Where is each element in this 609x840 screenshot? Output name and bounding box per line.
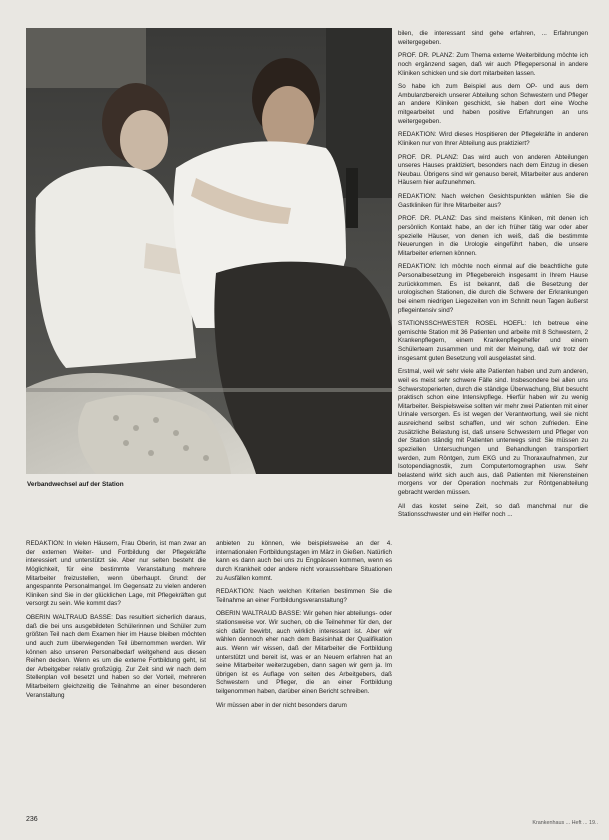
paragraph: Wir müssen aber in der nicht besonders darum (216, 701, 347, 709)
paragraph: PROF. DR. PLANZ: Zum Thema externe Weiterbildung möchte ich noch ergänzend sagen, daß wir auch Pflegepersonal in andere Kliniken schicken und sie dort mitarbeiten lassen. (398, 52, 588, 77)
text-column-right (398, 30, 588, 525)
photo-caption: Verbandwechsel auf der Station (27, 481, 124, 488)
paragraph: REDAKTION: Nach welchen Gesichtspunkten wählen Sie die Gastkliniken für Ihre Mitarbeiter aus? (398, 193, 588, 209)
paragraph: REDAKTION: Ich möchte noch einmal auf die beachtliche gute Personalbesetzung im Pflegebereich insgesamt in Ihrem Hause zurückkommen. Es ist bekannt, daß die Besetzung der urologischen Stationen, die durch die Schwere der Erkrankungen bei einem niedrigen Liegezeiten von im Schnitt neun Tagen äußerst pflegeintensiv sind? (398, 263, 588, 314)
paragraph: All das kostet seine Zeit, so daß manchmal nur die Stationsschwester und ein Helfer noch ... (398, 502, 588, 519)
page-number: 236 (26, 816, 38, 823)
paragraph: anbieten zu können, wie beispielsweise an der 4. internationalen Fortbildungstagen im März in Gießen. Natürlich kann es dann auch bei uns zu Engpässen kommen, wenn es durch Krankheit oder andere nicht voraussehbare Situationen zu Ausfällen kommt. (216, 540, 392, 582)
paragraph: REDAKTION: In vielen Häusern, Frau Oberin, ist man zwar an der externen Weiter- und Fortbildung der Pflegekräfte interessiert und unterstützt sie. Aber nur selten besteht die Möglichkeit, für eine bestimmte Veranstaltung mehrere Mitarbeiter freizustellen, wenn überhaupt. Grund: der angespannte Personalmangel. Im Gegensatz zu vielen anderen Kliniken sind Sie in der glücklichen Lage, mit Pflegekräften gut versorgt zu sein. Wie kommt das? (26, 540, 206, 608)
paragraph: OBERIN WALTRAUD BASSE: Wir gehen hier abteilungs- oder stationsweise vor. Wir suchen, ob die Teilnehmer für den, der sich dafür bewirbt, auch wirklich interessant ist. Aber wir wählen dennoch eher nach dem Basisinhalt der Qualifikation aus. Wenn wir wissen, daß der Mitarbeiter die Fortbildung unterstützt und bereit ist, was er an Neuem erfahren hat an seine Mitarbeiter weiterzugeben, dann sagen wir gern ja. Im übrigen ist es Auflage von seiten des Arbeitgebers, daß Schwestern und Pfleger, die an einer Fortbildung teilgenommen haben, darüber einen Bericht schreiben. (216, 610, 392, 695)
paragraph: OBERIN WALTRAUD BASSE: Das resultiert sicherlich daraus, daß die bei uns ausgebildeten Schülerinnen und Schüler zum größten Teil nach dem Examen hier im Hause bleiben möchten und auch zum überwiegenden Teil übernommen werden. Wir können also unseren Personalbedarf weitgehend aus diesen Reihen decken. Wenn es um die externe Fortbildung geht, ist der Arbeitgeber relativ großzügig. Zur Zeit sind wir nach dem Stellenplan voll besetzt und haben so der Vorteil, mehreren Mitarbeitern gleichzeitig die Teilnahme an einer besonderen Veranstaltung (26, 614, 206, 699)
paragraph: bilen, die interessant sind gehe erfahren, ... Erfahrungen weitergegeben. (398, 30, 588, 46)
paragraph: So habe ich zum Beispiel aus dem OP- und aus dem Ambulanzbereich unserer Abteilung schon Schwestern und Pfleger an andere Kliniken geschickt, sie haben dort eine Woche mitgearbeitet und haben positive Erfahrungen an uns weitergegeben. (398, 83, 588, 125)
paragraph: PROF. DR. PLANZ: Das wird auch von anderen Abteilungen unseres Hauses praktiziert, besonders nach dem Einzug in diesen Neubau. Übrigens sind wir genauso bereit, Mitarbeiter aus anderen Häusern hier aufzunehmen. (398, 153, 588, 187)
text-column-bottom-middle (216, 540, 392, 715)
photo-dressing-change (26, 28, 392, 474)
footer-publication: Krankenhaus ... Heft ... 19.. (532, 820, 598, 826)
paragraph: REDAKTION: Wird dieses Hospitieren der Pflegekräfte in anderen Kliniken nur von Ihrer Abteilung aus praktiziert? (398, 131, 588, 147)
photo-illustration (26, 28, 392, 474)
paragraph: PROF. DR. PLANZ: Das sind meistens Kliniken, mit denen ich persönlich Kontakt habe, an der ich früher tätig war oder aber spezielle Häuser, von denen ich weiß, daß die bestimmte Neuerungen in die Urologie eingeführt haben, die unsere Mitarbeiter erlernen können. (398, 215, 588, 257)
text-column-bottom-left (26, 540, 206, 705)
paragraph: Erstmal, weil wir sehr viele alte Patienten haben und zum anderen, weil es meist sehr schwere Fälle sind. Insbesondere bei allen uns Schwerstoperierten, durch die ständige Überwachung, Blut besucht praktisch schon eine Intensivpflege. Hierfür haben wir zu wenig Mitarbeiter. Beispielsweise sollten wir mehr zwei Patienten mit einer Urinale versorgen. Es ist wegen der Verantwortung, weil sie nicht ausreichend selbst schaffen, und wir schon zufrieden. Eine zusätzliche Belastung ist, daß unsere Schwestern und Pfleger von der Station ständig mit Patienten unterwegs sind: Sie müssen zu speziellen Untersuchungen und Behandlungen transportiert werden, zum Röntgen, zum EKG und zu Thoraxaufnahmen, zur Isotopendiagnostik, zum Computertomographen usw. Sehr belastend wirkt sich auch aus, daß Patienten mit Nierensteinen morgens vor der Operation nochmals zur Röntgenabteilung gebracht werden müssen. (398, 368, 588, 496)
paragraph: STATIONSSCHWESTER ROSEL HOEFL: Ich betreue eine gemischte Station mit 36 Patienten und arbeite mit 8 Schwestern, 2 Krankenpflegern, einem Krankenpflegehelfer und einem Schülerteam zusammen und mit der Meinung, daß wir trotz der insgesamt guten Besetzung voll ausgelastet sind. (398, 320, 588, 362)
paragraph: REDAKTION: Nach welchen Kriterien bestimmen Sie die Teilnahme an einer Fortbildungsveranstaltung? (216, 588, 392, 604)
